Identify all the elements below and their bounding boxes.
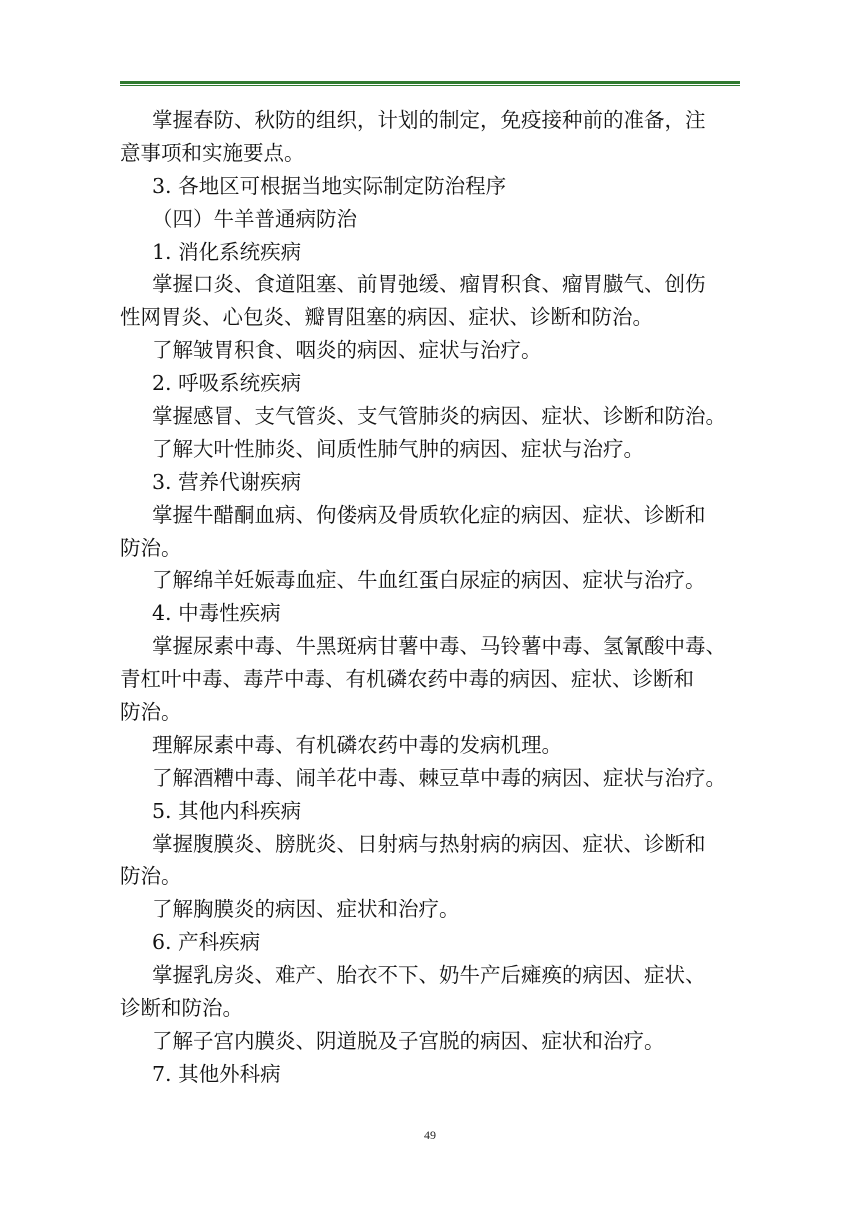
text-line: 意事项和实施要点。 [120,140,305,165]
subsection-heading: 6. 产科疾病 [152,930,261,955]
text-line: 了解皱胃积食、咽炎的病因、症状与治疗。 [152,338,542,363]
text-line: 了解绵羊妊娠毒血症、牛血红蛋白尿症的病因、症状与治疗。 [152,568,706,593]
text-line: 防治。 [120,864,182,889]
text-line: 掌握感冒、支气管炎、支气管肺炎的病因、症状、诊断和防治。 [152,404,726,429]
text-line: 了解胸膜炎的病因、症状和治疗。 [152,897,460,922]
text-line: 了解子宫内膜炎、阴道脱及子宫脱的病因、症状和治疗。 [152,1028,665,1053]
body-text [120,104,740,1091]
subsection-heading: 7. 其他外科病 [152,1061,281,1086]
text-line: 掌握乳房炎、难产、胎衣不下、奶牛产后瘫痪的病因、症状、 [152,963,706,988]
subsection-heading: 4. 中毒性疾病 [152,601,281,626]
header-rule [120,81,740,87]
subsection-heading: 3. 营养代谢疾病 [152,469,302,494]
text-line: 性网胃炎、心包炎、瓣胃阻塞的病因、症状、诊断和防治。 [120,305,653,330]
text-line: 掌握尿素中毒、牛黑斑病甘薯中毒、马铃薯中毒、氢氰酸中毒、 [152,634,726,659]
header-rule-thick [120,81,740,84]
text-line: 掌握牛醋酮血病、佝偻病及骨质软化症的病因、症状、诊断和 [152,502,706,527]
subsection-heading: 1. 消化系统疾病 [152,239,302,264]
page-number: 49 [424,1128,436,1142]
text-line: 青杠叶中毒、毒芹中毒、有机磷农药中毒的病因、症状、诊断和 [120,667,694,692]
text-line: 掌握春防、秋防的组织，计划的制定，免疫接种前的准备，注 [152,108,706,132]
header-rule-thin [120,85,740,86]
subsection-heading: 5. 其他内科疾病 [152,798,302,823]
text-line: 了解大叶性肺炎、间质性肺气肿的病因、症状与治疗。 [152,436,644,461]
subsection-heading: 2. 呼吸系统疾病 [152,371,302,396]
text-line: 防治。 [120,700,182,725]
text-line: 掌握口炎、食道阻塞、前胃弛缓、瘤胃积食、瘤胃臌气、创伤 [152,272,706,297]
text-line: 诊断和防治。 [120,996,243,1021]
text-line: 了解酒糟中毒、闹羊花中毒、棘豆草中毒的病因、症状与治疗。 [152,765,726,790]
text-line: 防治。 [120,535,182,560]
text-line: 理解尿素中毒、有机磷农药中毒的发病机理。 [152,732,562,757]
text-line: 掌握腹膜炎、膀胱炎、日射病与热射病的病因、症状、诊断和 [152,831,706,856]
section-heading: 3. 各地区可根据当地实际制定防治程序 [152,173,507,198]
section-heading: （四）牛羊普通病防治 [152,206,357,231]
